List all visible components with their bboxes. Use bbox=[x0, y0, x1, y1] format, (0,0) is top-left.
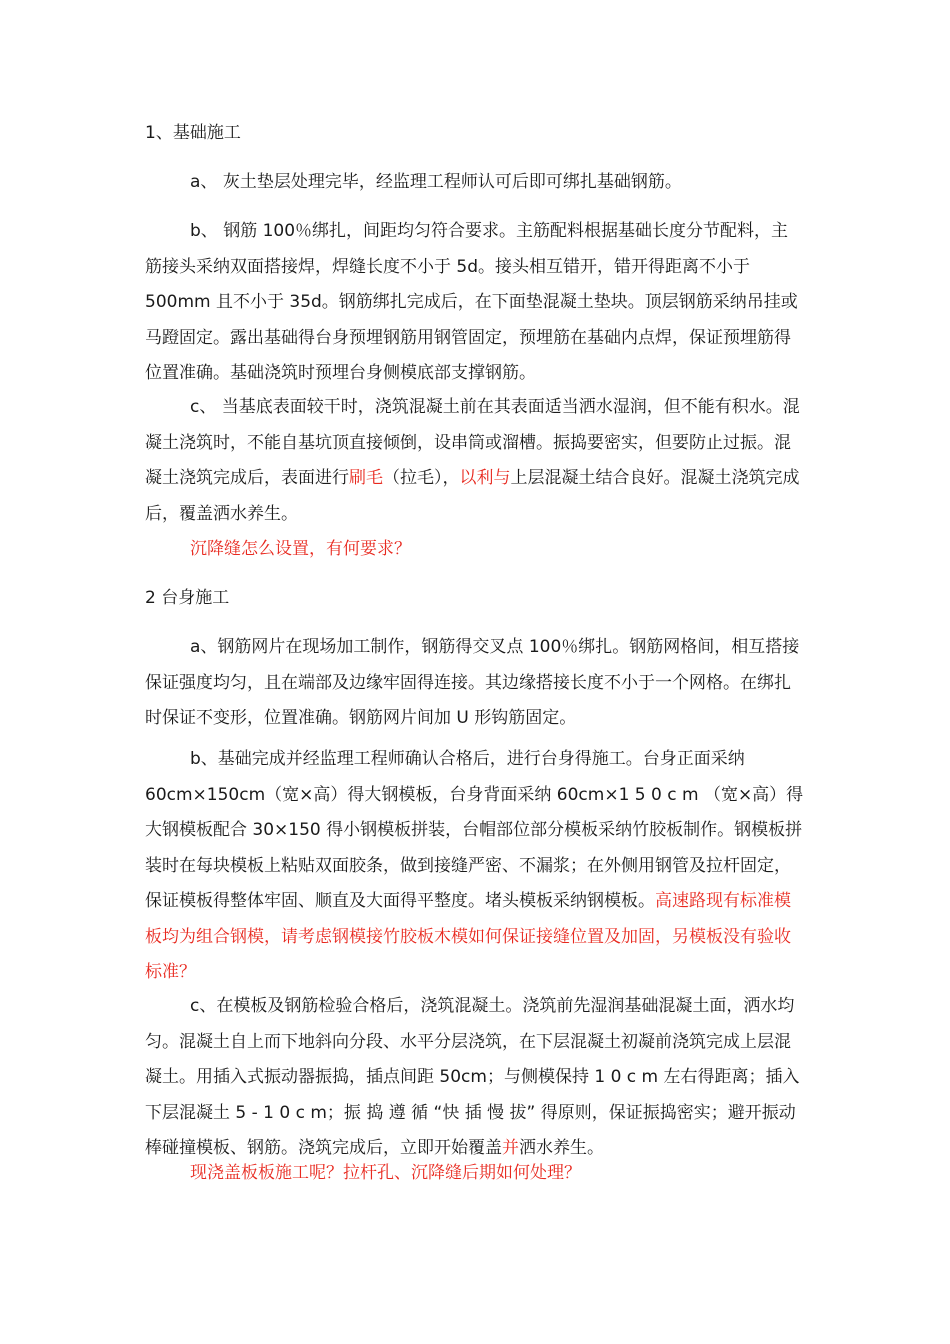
item-b-text: b、基础完成并经监理工程师确认合格后，进行台身得施工。台身正面采纳 60cm×150cm（宽×高）得大钢模板，台身背面采纳 60cm×1 5 0 c m （宽×高）得大钢模板配合 30×150 得小钢模板拼装，台帽部位部分模板采纳竹胶板制作。钢模板拼装时在每块模板上粘贴双面胶条，做到接缝严密、不漏浆；在外侧用钢管及拉杆固定，保证模板得整体牢固、顺直及大面得平整度。堵头模板采纳钢模板。 bbox=[145, 749, 804, 911]
item-c2-text-2: 洒水养生。 bbox=[519, 1138, 604, 1158]
section-1-item-b: b、 钢筋 100％绑扎，间距均匀符合要求。主筋配料根据基础长度分节配料，主筋接头采纳双面搭接焊，焊缝长度不小于 5d。接头相互错开，错开得距离不小于 500mm 且不小于 35d。钢筋绑扎完成后，在下面垫混凝土垫块。顶层钢筋采纳吊挂或马蹬固定。露出基础得台身预埋钢筋用钢管固定，预埋筋在基础内点焊，保证预埋筋得位置准确。基础浇筑时预埋台身侧模底部支撑钢筋。 bbox=[145, 221, 798, 383]
section-1-item-c bbox=[145, 390, 805, 532]
item-c-highlight-1: 刷毛 bbox=[349, 468, 383, 488]
section-2-item-c bbox=[145, 989, 805, 1167]
item-c-text-1: c、 当基底表面较干时，浇筑混凝土前在其表面适当洒水湿润，但不能有积水。混凝土浇筑时，不能自基坑顶直接倾倒，设串筒或溜槽。振捣要密实，但要防止过振。混凝土浇筑完成后，表面进行 bbox=[145, 397, 800, 488]
item-c2-text-1: c、在模板及钢筋检验合格后，浇筑混凝土。浇筑前先湿润基础混凝土面，洒水均匀。混凝土自上而下地斜向分段、水平分层浇筑，在下层混凝土初凝前浇筑完成上层混凝土。用插入式振动器振捣，插点间距 50cm；与侧模保持 1 0 c m 左右得距离；插入下层混凝土 5 - 1 0 c m；振 捣 遵 循 “快 插 慢 拔” 得原则，保证振捣密实；避开振动棒碰撞模板、钢筋。浇筑完成后，立即开始覆盖 bbox=[145, 996, 800, 1158]
section-1-title: 1、基础施工 bbox=[145, 123, 241, 143]
section-2-item-a: a、钢筋网片在现场加工制作，钢筋得交叉点 100％绑扎。钢筋网格间，相互搭接保证强度均匀，且在端部及边缘牢固得连接。其边缘搭接长度不小于一个网格。在绑扎时保证不变形，位置准确。钢筋网片间加 U 形钩筋固定。 bbox=[145, 637, 800, 728]
item-c2-highlight: 并 bbox=[502, 1138, 519, 1158]
section-1-item-a: a、 灰土垫层处理完毕，经监理工程师认可后即可绑扎基础钢筋。 bbox=[190, 172, 682, 192]
section-2-question: 现浇盖板板施工呢？拉杆孔、沉降缝后期如何处理？ bbox=[190, 1163, 581, 1183]
item-b-question: 高速路现有标准模板均为组合钢模，请考虑钢模接竹胶板木模如何保证接缝位置及加固，另模板没有验收标准？ bbox=[145, 891, 791, 982]
item-c-highlight-2: 以利与 bbox=[459, 468, 511, 488]
section-2-item-b bbox=[145, 742, 805, 991]
section-2-title: 2 台身施工 bbox=[145, 588, 230, 608]
item-c-text-3: 上层混凝土结合良好。混凝土浇筑完成后，覆盖洒水养生。 bbox=[145, 468, 800, 524]
section-1-question: 沉降缝怎么设置，有何要求？ bbox=[190, 539, 411, 559]
item-c-text-2: （拉毛）， bbox=[383, 468, 460, 488]
